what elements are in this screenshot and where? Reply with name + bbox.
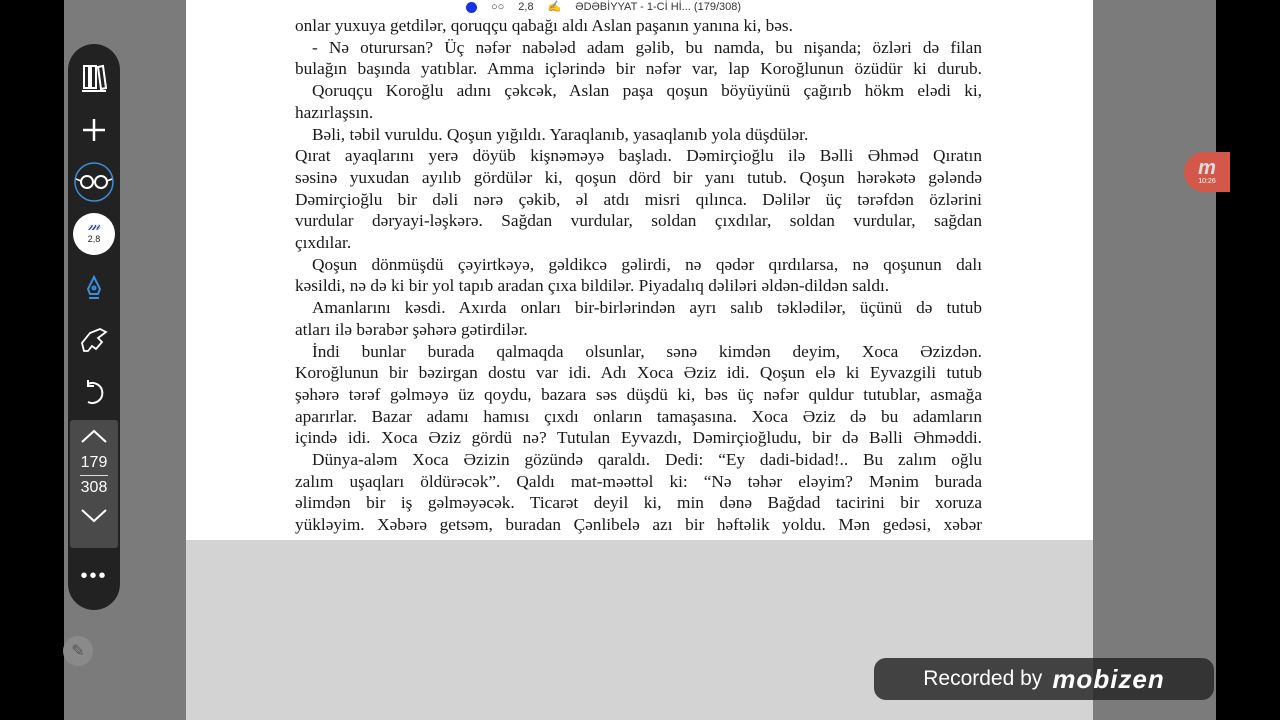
text-line: yükləyim. Xəbərə getsəm, buradan Çənlibelə azı bir həftəlik yoldu. Mən gedəsi, xəbər bbox=[295, 515, 982, 535]
more-options-icon[interactable]: ••• bbox=[80, 564, 108, 587]
total-pages-number: 308 bbox=[80, 479, 108, 496]
previous-page-chevron-up-icon[interactable] bbox=[70, 420, 118, 452]
add-icon[interactable] bbox=[68, 110, 120, 150]
text-line: Qırat ayaqlarını yerə döyüb kişnəməyə başladı. Dəmirçioğlu ilə Bəlli Əhməd Qıratın bbox=[295, 146, 982, 166]
reader-screen bbox=[64, 0, 1216, 720]
text-line: səsinə yuxudan ayılıb gördülər ki, qoşun dörd bir yanı tutub. Qoşun hərəkətə gələndə bbox=[295, 167, 982, 187]
text-line: onlar yuxuya getdilər, qoruqçu qabağı aldı Aslan paşanın yanına ki, bəs. bbox=[295, 16, 793, 35]
text-line: İndi bunlar burada qalmaqda olsunlar, sənə kimdən deyim, Xoca Əzizdən. bbox=[312, 341, 982, 361]
text-line: Koroğlunun bir bəzirgan dostu var idi. Adı Xoca Əziz idi. Qoşun elə ki Eyvazgili tutub bbox=[295, 363, 982, 383]
text-line: kəsildi, nə də ki bir yol tapıb aradan çıxa bildilər. Piyadalıq dəliləri əldən-dildən saldı. bbox=[295, 276, 890, 296]
pen-size-value: 2,8 bbox=[87, 234, 101, 244]
text-line: hazırlaşsın. bbox=[295, 102, 374, 122]
mobizen-logo: mobizen bbox=[1052, 663, 1165, 694]
text-line: vurdular dəryayi-ləşkərə. Sağdan vurdular, soldan çıxdılar, soldan vurdular, sağdan bbox=[295, 211, 982, 231]
document-page[interactable] bbox=[186, 0, 1093, 540]
mobizen-floating-badge[interactable] bbox=[1184, 152, 1230, 192]
current-page-number[interactable]: 179 bbox=[80, 454, 108, 471]
text-line: əlimdən bir iş gəlməyəcək. Ticarət deyil ki, min dənə Bağdad tacirini bir xoruza bbox=[295, 493, 982, 513]
side-toolbar bbox=[68, 44, 120, 610]
recorder-watermark bbox=[874, 658, 1214, 700]
page-header-overlay bbox=[466, 0, 741, 14]
library-icon[interactable] bbox=[68, 58, 120, 98]
text-line: atları ilə bərabər şəhərə gətirdilər. bbox=[295, 319, 528, 339]
document-title: ƏDƏBİYYAT - 1-Cİ Hİ... (179/308) bbox=[575, 1, 742, 13]
next-page-chevron-down-icon[interactable] bbox=[70, 499, 118, 533]
page-navigator bbox=[70, 420, 118, 548]
text-line: Bəli, təbil vuruldu. Qoşun yığıldı. Yaraqlanıb, yasaqlanıb yola düşdülər. bbox=[312, 124, 809, 144]
text-line: Amanlarını kəsdi. Axırda onları bir-birlərindən ayrı salıb təklədilər, üçünü də tutub bbox=[312, 298, 982, 318]
mobizen-badge-logo: m bbox=[1198, 157, 1216, 179]
hand-icon: ✍ bbox=[547, 1, 562, 13]
fountain-pen-icon[interactable] bbox=[68, 268, 120, 308]
text-line: Qoşun dönmüşdü çəyirtkəyə, gəldikcə gəlirdi, nə qədər qırdılarsa, nə qoşunun dalı bbox=[312, 254, 982, 274]
text-line: şəhərə tərəf gəlməyə üz qoydu, bazara səs düşdü ki, bəs üç nəfər quldur tutublar, asmağa bbox=[295, 384, 982, 404]
hand-pan-icon[interactable] bbox=[68, 320, 120, 360]
text-line: aparırlar. Bazar adamı hamısı çıxdı onların tamaşasına. Xoca Əziz də bu adamların bbox=[295, 406, 982, 426]
text-line: zalım uşaqları öldürəcək”. Qaldı mat-məəttəl ki: “Nə təhər eləyim? Mənim burada bbox=[295, 471, 982, 491]
recording-time: 10:26 bbox=[1198, 178, 1216, 185]
glasses-icon: ○○ bbox=[491, 1, 505, 13]
undo-icon[interactable] bbox=[68, 372, 120, 412]
pen-color-dot[interactable] bbox=[466, 2, 477, 13]
pencil-fab-icon[interactable]: ✎ bbox=[63, 636, 93, 666]
pen-size-label: 2,8 bbox=[518, 1, 534, 13]
signature-icon: 𝓂 bbox=[87, 216, 101, 234]
text-line: çıxdılar. bbox=[295, 233, 352, 252]
text-line: Qoruqçu Koroğlu adını çəkcək, Aslan paşa qoşun böyüyünü çağırıb hökm elədi ki, bbox=[312, 81, 982, 101]
text-line: bulağın başında yatıblar. Amma içlərində bir nəfər var, lap Koroğlunun özüdür ki durub. bbox=[295, 59, 982, 79]
recorded-by-label: Recorded by bbox=[923, 667, 1043, 690]
pen-style-button[interactable] bbox=[68, 214, 120, 254]
text-line: içində idi. Xoca Əziz gördü nə? Tutulan Eyvazdı, Dəmirçioğludu, bir də Bəlli Əhməddi. bbox=[295, 428, 982, 448]
text-line: Dünya-aləm Xoca Əzizin gözündə qaraldı. Dedi: “Ey dadi-bidad!.. Bu zalım oğlu bbox=[312, 450, 982, 469]
text-line: - Nə oturursan? Üç nəfər nabələd adam gəlib, bu namda, bu nişanda; özləri də filan bbox=[312, 37, 982, 57]
reading-mode-glasses-icon[interactable] bbox=[68, 162, 120, 202]
text-line: Dəmirçioğlu bir dəli nərə çəkib, əl atdı misri qılınca. Dəlilər üç tərəfdən özlərini bbox=[295, 189, 982, 209]
